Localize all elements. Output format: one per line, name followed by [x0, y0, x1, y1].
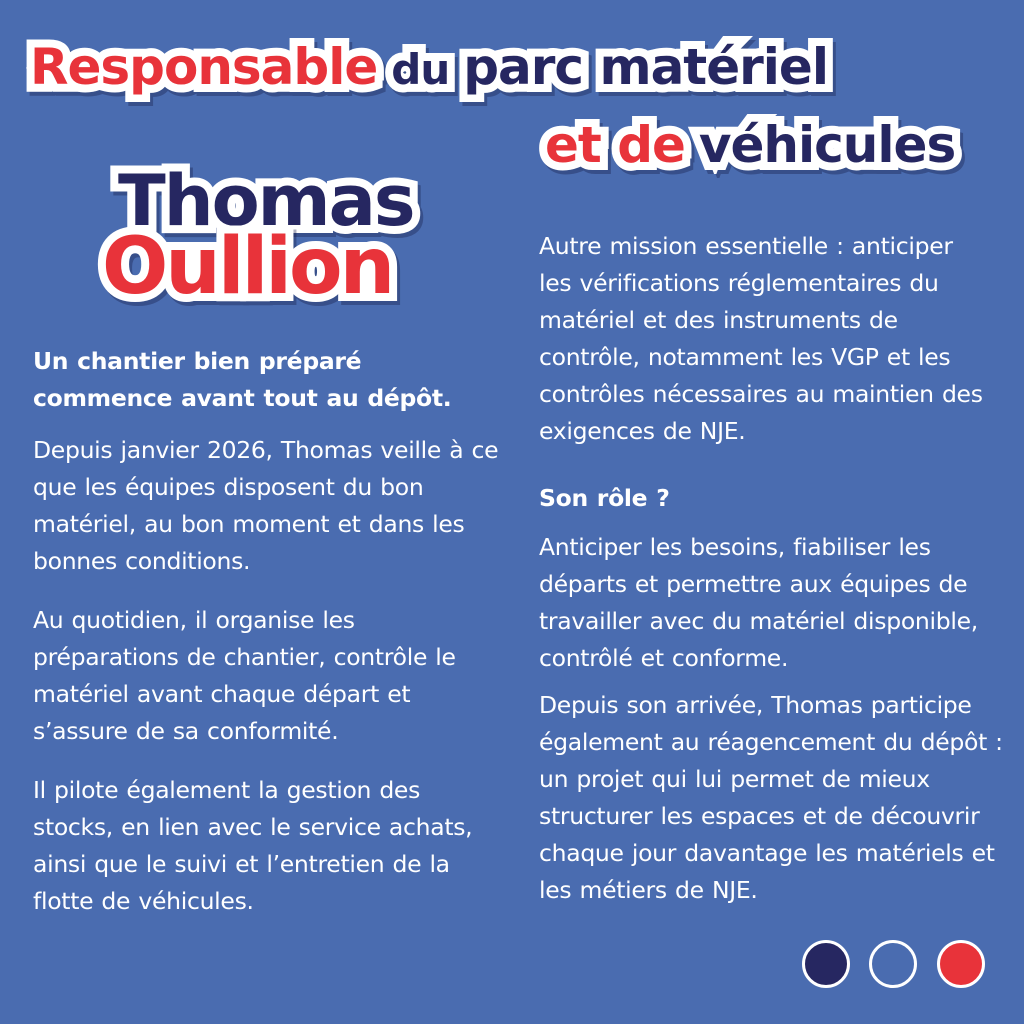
blue-dot	[869, 940, 917, 988]
title-line-1	[30, 38, 828, 96]
title-word-et-de: et de	[545, 116, 685, 174]
last-name: Oullion	[102, 222, 393, 312]
title-word-parc-materiel: parc matériel	[463, 38, 828, 96]
title-line-2	[545, 116, 956, 174]
navy-dot	[802, 940, 850, 988]
right-paragraph-1: Autre mission essentielle : anticiper les vérifications réglementaires du matériel et des instruments de contrôle, notamment les VGP et les contrôles nécessaires au maintien des exigences de NJE.	[539, 232, 983, 445]
left-paragraph-2: Au quotidien, il organise les préparations de chantier, contrôle le matériel avant chaque départ et s’assure de sa conformité.	[33, 606, 456, 745]
left-column	[33, 343, 503, 920]
title-word-vehicules: véhicules	[698, 116, 956, 174]
role-heading: Son rôle ?	[539, 484, 670, 512]
title-word-responsable: Responsable	[30, 38, 378, 96]
right-paragraph-3: Depuis son arrivée, Thomas participe également au réagencement du dépôt : un projet qui lui permet de mieux structurer les espaces et de découvrir chaque jour davantage les matériels et les métiers de NJE.	[539, 691, 1003, 904]
right-paragraph-2: Anticiper les besoins, fiabiliser les départs et permettre aux équipes de travailler avec du matériel disponible, contrôlé et conforme.	[539, 533, 978, 672]
right-column	[539, 228, 1004, 909]
lead-text: Un chantier bien préparé commence avant tout au dépôt.	[33, 347, 452, 412]
red-dot	[937, 940, 985, 988]
first-name: Thomas	[118, 160, 414, 242]
left-paragraph-3: Il pilote également la gestion des stocks, en lien avec le service achats, ainsi que le suivi et l’entretien de la flotte de véhicules.	[33, 776, 473, 915]
left-paragraph-1: Depuis janvier 2026, Thomas veille à ce que les équipes disposent du bon matériel, au bon moment et dans les bonnes conditions.	[33, 436, 499, 575]
title-word-du: du	[391, 45, 450, 94]
